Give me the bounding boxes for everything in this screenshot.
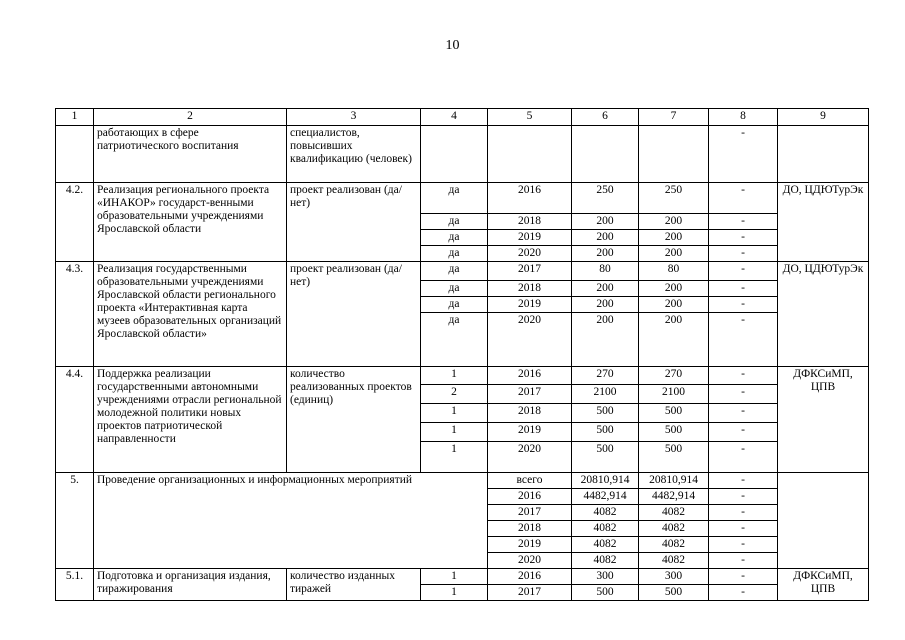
cell-year: 2018 (488, 521, 572, 537)
indicator-name: проект реализован (да/нет) (287, 183, 421, 262)
measure-name: Реализация государственными образовательными учреждениями Ярославской области регионального проекта «Интерактивная карта музеев образовательных организаций Ярославской области» (94, 262, 287, 367)
responsible: ДО, ЦДЮТурЭк (778, 262, 869, 367)
cell-c8: - (709, 404, 778, 423)
row-number: 4.4. (56, 367, 94, 473)
cell-c8: - (709, 505, 778, 521)
cell-c8: - (709, 246, 778, 262)
cell-year: 2020 (488, 313, 572, 367)
cell-year: 2018 (488, 281, 572, 297)
indicator-name: специалистов, повысивших квалификацию (человек) (287, 126, 421, 183)
header-cell: 5 (488, 109, 572, 126)
cell-c6: 200 (572, 281, 639, 297)
cell-c6: 20810,914 (572, 473, 639, 489)
cell-c7: 4482,914 (639, 489, 709, 505)
cell-year: 2017 (488, 505, 572, 521)
cell-c8: - (709, 385, 778, 404)
cell-c8: - (709, 230, 778, 246)
cell-c4: 2 (421, 385, 488, 404)
cell-year: 2016 (488, 367, 572, 385)
cell-c7: 4082 (639, 505, 709, 521)
cell-c4: да (421, 214, 488, 230)
row-number: 4.3. (56, 262, 94, 367)
cell-c8: - (709, 553, 778, 569)
cell-c6: 500 (572, 585, 639, 601)
table-row (56, 367, 869, 385)
responsible: ДФКСиМП, ЦПВ (778, 569, 869, 601)
cell-c4: да (421, 313, 488, 367)
cell-c8: - (709, 281, 778, 297)
cell-c4: да (421, 230, 488, 246)
cell-c7: 500 (639, 404, 709, 423)
cell-c6: 500 (572, 404, 639, 423)
cell-year: 2020 (488, 246, 572, 262)
cell-year: 2017 (488, 262, 572, 281)
measure-name: Проведение организационных и информационных мероприятий (94, 473, 488, 569)
cell-year: 2016 (488, 489, 572, 505)
cell-year: 2019 (488, 297, 572, 313)
table-row (56, 183, 869, 214)
cell-c6: 200 (572, 214, 639, 230)
header-cell: 4 (421, 109, 488, 126)
table-row (56, 569, 869, 585)
row-number: 5.1. (56, 569, 94, 601)
measure-name: Поддержка реализации государственными автономными учреждениями отрасли региональной молодежной политики новых проектов патриотической направленности (94, 367, 287, 473)
cell-year: всего (488, 473, 572, 489)
measure-name: работающих в сфере патриотического воспитания (94, 126, 287, 183)
cell-c6: 500 (572, 442, 639, 473)
header-cell: 3 (287, 109, 421, 126)
cell-c6: 4082 (572, 505, 639, 521)
cell-c7: 200 (639, 313, 709, 367)
cell-c8: - (709, 537, 778, 553)
table-row (56, 262, 869, 281)
measure-name: Подготовка и организация издания, тиражирования (94, 569, 287, 601)
cell-c7: 20810,914 (639, 473, 709, 489)
cell-c7: 270 (639, 367, 709, 385)
header-cell: 6 (572, 109, 639, 126)
cell-c6: 4082 (572, 537, 639, 553)
cell-c6: 500 (572, 423, 639, 442)
cell-c8: - (709, 313, 778, 367)
indicator-name: количество изданных тиражей (287, 569, 421, 601)
num-cell (56, 126, 94, 183)
cell-c6: 300 (572, 569, 639, 585)
cell-c7: 2100 (639, 385, 709, 404)
cell-c4: да (421, 262, 488, 281)
cell-year: 2018 (488, 214, 572, 230)
cell-c6: 270 (572, 367, 639, 385)
cell-c7: 200 (639, 297, 709, 313)
indicator-name: количество реализованных проектов (единиц) (287, 367, 421, 473)
table-row (56, 473, 869, 489)
cell-c6: 4482,914 (572, 489, 639, 505)
measure-name: Реализация регионального проекта «ИНАКОР» государст-венными образовательными учреждениями Ярославской области (94, 183, 287, 262)
cell-c4: да (421, 183, 488, 214)
cell-c7: 500 (639, 585, 709, 601)
cell-c4: 1 (421, 585, 488, 601)
cell-c4: 1 (421, 367, 488, 385)
cell-c8: - (709, 214, 778, 230)
cell-c7: 4082 (639, 537, 709, 553)
cell-year: 2016 (488, 183, 572, 214)
header-row (56, 109, 869, 126)
cell-c8: - (709, 297, 778, 313)
header-cell: 9 (778, 109, 869, 126)
cell-c6: 250 (572, 183, 639, 214)
header-cell: 2 (94, 109, 287, 126)
cell-c8: - (709, 126, 778, 183)
cell-c4: 1 (421, 404, 488, 423)
responsible: ДФКСиМП, ЦПВ (778, 367, 869, 473)
header-cell: 1 (56, 109, 94, 126)
program-table (55, 108, 869, 601)
cell-c8: - (709, 262, 778, 281)
cell-c8: - (709, 423, 778, 442)
cell-c7: 4082 (639, 521, 709, 537)
table-row (56, 126, 869, 183)
cell-c7: 200 (639, 246, 709, 262)
cell-c6: 80 (572, 262, 639, 281)
header-cell: 7 (639, 109, 709, 126)
cell-c8: - (709, 569, 778, 585)
cell-year: 2020 (488, 442, 572, 473)
row-number: 5. (56, 473, 94, 569)
cell-year: 2020 (488, 553, 572, 569)
cell-c6: 200 (572, 313, 639, 367)
cell-year: 2018 (488, 404, 572, 423)
cell-c8: - (709, 367, 778, 385)
cell-c6: 2100 (572, 385, 639, 404)
cell-year: 2019 (488, 423, 572, 442)
cell-c7: 80 (639, 262, 709, 281)
cell-c8: - (709, 183, 778, 214)
cell-c7: 4082 (639, 553, 709, 569)
cell-c4: 1 (421, 442, 488, 473)
cell-c7: 200 (639, 214, 709, 230)
cell-year: 2016 (488, 569, 572, 585)
cell-c6: 4082 (572, 553, 639, 569)
cell-year: 2017 (488, 385, 572, 404)
cell-c4: 1 (421, 423, 488, 442)
cell-c7: 200 (639, 230, 709, 246)
cell-c8: - (709, 442, 778, 473)
cell-c8: - (709, 585, 778, 601)
cell-c4: да (421, 297, 488, 313)
indicator-name: проект реализован (да/нет) (287, 262, 421, 367)
cell-year: 2019 (488, 230, 572, 246)
cell-c4: 1 (421, 569, 488, 585)
cell-c8: - (709, 521, 778, 537)
header-cell: 8 (709, 109, 778, 126)
responsible (778, 473, 869, 569)
cell-c7: 500 (639, 423, 709, 442)
cell-c7: 300 (639, 569, 709, 585)
cell-c7: 500 (639, 442, 709, 473)
cell-c6: 4082 (572, 521, 639, 537)
page-number: 10 (445, 38, 460, 53)
cell-c8: - (709, 489, 778, 505)
cell-year: 2019 (488, 537, 572, 553)
row-number: 4.2. (56, 183, 94, 262)
cell-c7: 250 (639, 183, 709, 214)
cell-c8: - (709, 473, 778, 489)
cell-c6: 200 (572, 297, 639, 313)
responsible: ДО, ЦДЮТурЭк (778, 183, 869, 262)
cell-c6: 200 (572, 230, 639, 246)
cell-c4: да (421, 246, 488, 262)
cell-c7: 200 (639, 281, 709, 297)
cell-year: 2017 (488, 585, 572, 601)
cell-c6: 200 (572, 246, 639, 262)
cell-c4: да (421, 281, 488, 297)
